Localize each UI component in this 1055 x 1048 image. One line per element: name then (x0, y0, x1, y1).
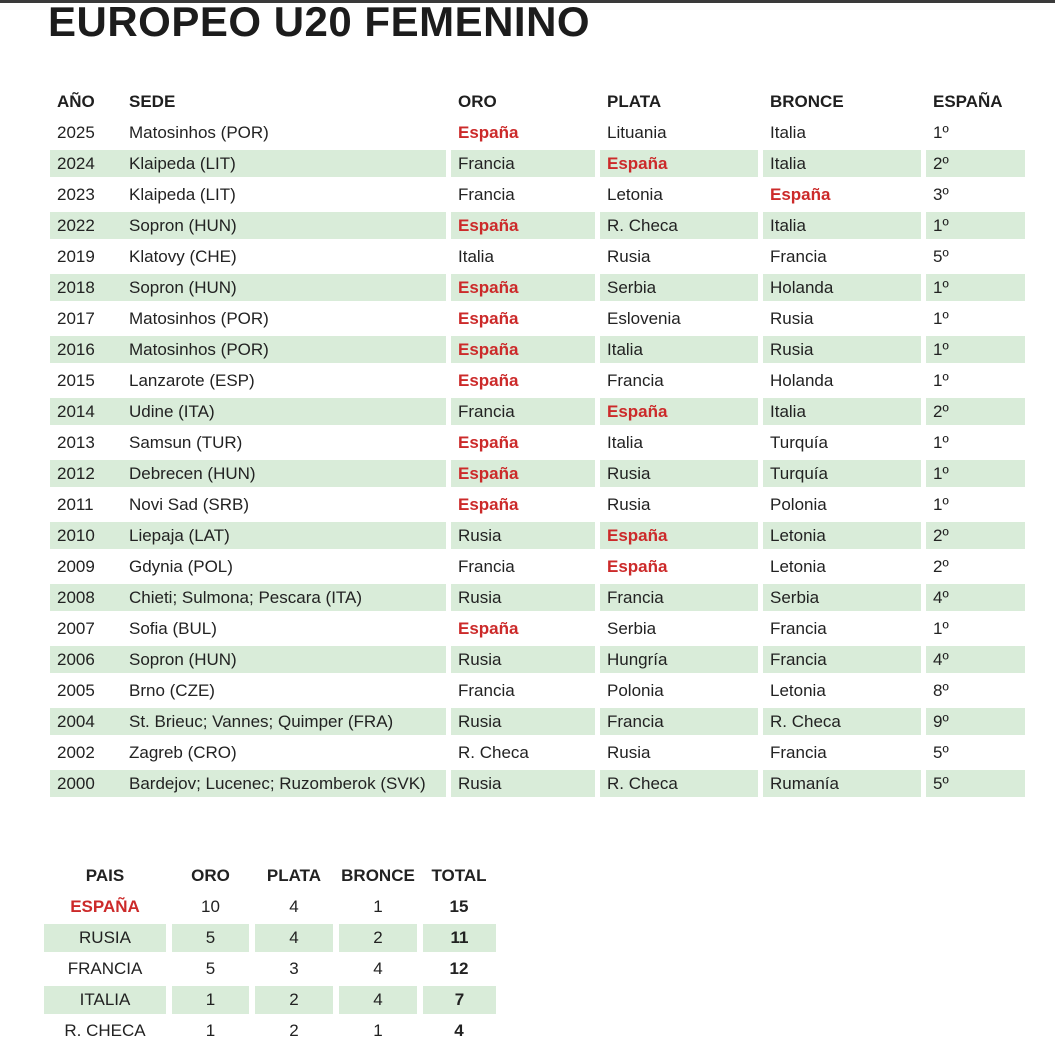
silver-cell: Serbia (607, 619, 657, 638)
bronze-cell: Francia (770, 247, 827, 266)
year-cell: 2007 (57, 619, 95, 638)
header-gold: ORO (458, 92, 497, 111)
venue-cell: Chieti; Sulmona; Pescara (ITA) (122, 584, 446, 611)
gold-cell: España (451, 274, 595, 301)
bronze-count-cell: 4 (373, 959, 383, 978)
bronze-cell: Letonia (763, 522, 921, 549)
gold-cell: Francia (458, 557, 515, 576)
venue-cell: Samsun (TUR) (129, 433, 243, 452)
gold-count-cell: 5 (205, 959, 216, 978)
year-cell: 2016 (50, 336, 122, 363)
year-cell: 2004 (50, 708, 122, 735)
spain-position-cell: 8º (933, 681, 949, 700)
bronze-cell: Rumanía (763, 770, 921, 797)
silver-cell: Rusia (607, 495, 651, 514)
gold-count-cell: 1 (205, 1021, 216, 1040)
bronze-cell: Italia (763, 212, 921, 239)
spain-position-cell: 9º (926, 708, 1025, 735)
venue-cell: St. Brieuc; Vannes; Quimper (FRA) (122, 708, 446, 735)
year-cell: 2017 (57, 309, 95, 328)
spain-position-cell: 1º (926, 460, 1025, 487)
medal-table (44, 860, 496, 1046)
silver-cell: Hungría (600, 646, 758, 673)
venue-cell: Klatovy (CHE) (129, 247, 237, 266)
bronze-cell: Letonia (770, 681, 826, 700)
bronze-count-cell: 1 (373, 1021, 383, 1040)
gold-cell: España (458, 309, 519, 328)
year-cell: 2022 (50, 212, 122, 239)
gold-cell: Rusia (451, 584, 595, 611)
spain-position-cell: 1º (933, 433, 949, 452)
gold-cell: R. Checa (458, 743, 529, 762)
bronze-cell: Letonia (770, 557, 826, 576)
gold-count-cell: 10 (201, 897, 220, 916)
total-cell: 7 (423, 986, 496, 1014)
header-year: AÑO (57, 92, 95, 111)
year-cell: 2002 (57, 743, 95, 762)
silver-count-cell: 4 (289, 897, 299, 916)
bronze-count-cell: 1 (373, 897, 383, 916)
venue-cell: Klaipeda (LIT) (129, 185, 236, 204)
table-row (50, 365, 1025, 396)
bronze-cell: Francia (770, 619, 827, 638)
header-venue: SEDE (129, 92, 176, 111)
header-gold: ORO (191, 866, 230, 885)
spain-position-cell: 5º (933, 247, 949, 266)
silver-count-cell: 2 (289, 1021, 299, 1040)
year-cell: 2006 (50, 646, 122, 673)
spain-position-cell: 3º (933, 185, 949, 204)
gold-cell: España (451, 212, 595, 239)
table-row (44, 1015, 496, 1046)
spain-position-cell: 4º (926, 646, 1025, 673)
spain-position-cell: 1º (933, 123, 949, 142)
silver-count-cell: 2 (255, 986, 333, 1014)
table-row (50, 489, 1025, 520)
silver-cell: Rusia (607, 247, 651, 266)
silver-cell: Lituania (607, 123, 667, 142)
bronze-cell: Francia (763, 646, 921, 673)
header-silver: PLATA (266, 866, 322, 885)
silver-cell: España (600, 150, 758, 177)
silver-cell: Rusia (600, 460, 758, 487)
silver-cell: Francia (607, 371, 664, 390)
venue-cell: Debrecen (HUN) (122, 460, 446, 487)
header-bronze: BRONCE (341, 866, 415, 885)
spain-position-cell: 2º (933, 557, 949, 576)
venue-cell: Klaipeda (LIT) (122, 150, 446, 177)
gold-cell: España (458, 433, 519, 452)
total-cell: 4 (454, 1021, 464, 1040)
table-row (50, 613, 1025, 644)
spain-position-cell: 2º (926, 522, 1025, 549)
table-row (44, 922, 496, 953)
silver-cell: Serbia (600, 274, 758, 301)
table-row (50, 427, 1025, 458)
table-row (50, 737, 1025, 768)
total-cell: 12 (449, 959, 469, 978)
venue-cell: Sofia (BUL) (129, 619, 217, 638)
venue-cell: Udine (ITA) (122, 398, 446, 425)
venue-cell: Zagreb (CRO) (129, 743, 237, 762)
venue-cell: Matosinhos (POR) (129, 123, 269, 142)
header-bronze: BRONCE (770, 92, 844, 111)
silver-cell: Letonia (607, 185, 663, 204)
bronze-cell: R. Checa (763, 708, 921, 735)
bronze-cell: Italia (763, 150, 921, 177)
year-cell: 2013 (57, 433, 95, 452)
year-cell: 2025 (57, 123, 95, 142)
silver-cell: Francia (600, 708, 758, 735)
venue-cell: Lanzarote (ESP) (129, 371, 255, 390)
bronze-count-cell: 2 (339, 924, 417, 952)
venue-cell: Brno (CZE) (129, 681, 215, 700)
spain-position-cell: 4º (926, 584, 1025, 611)
gold-cell: España (458, 495, 519, 514)
silver-cell: Italia (607, 433, 643, 452)
silver-cell: España (607, 557, 668, 576)
spain-position-cell: 1º (933, 371, 949, 390)
venue-cell: Gdynia (POL) (129, 557, 233, 576)
gold-cell: España (458, 619, 519, 638)
gold-cell: Francia (451, 398, 595, 425)
bronze-cell: Rusia (770, 309, 814, 328)
table-row (50, 675, 1025, 706)
country-cell: FRANCIA (67, 959, 143, 978)
country-cell: ESPAÑA (70, 897, 140, 916)
table-row (50, 117, 1025, 148)
venue-cell: Bardejov; Lucenec; Ruzomberok (SVK) (122, 770, 446, 797)
bronze-cell: Holanda (770, 371, 834, 390)
venue-cell: Matosinhos (POR) (129, 309, 269, 328)
silver-cell: Rusia (607, 743, 651, 762)
table-row (50, 179, 1025, 210)
gold-cell: Rusia (451, 770, 595, 797)
year-cell: 2011 (57, 495, 94, 514)
total-cell: 11 (423, 924, 496, 952)
header-silver: PLATA (607, 92, 662, 111)
year-cell: 2000 (50, 770, 122, 797)
gold-cell: Rusia (451, 708, 595, 735)
gold-cell: Rusia (451, 522, 595, 549)
year-cell: 2012 (50, 460, 122, 487)
bronze-cell: Rusia (763, 336, 921, 363)
spain-position-cell: 5º (933, 743, 949, 762)
venue-cell: Sopron (HUN) (122, 646, 446, 673)
table-row (50, 210, 1025, 241)
silver-count-cell: 4 (255, 924, 333, 952)
year-cell: 2015 (57, 371, 95, 390)
gold-count-cell: 5 (172, 924, 249, 952)
table-row (50, 334, 1025, 365)
results-table (50, 86, 1025, 799)
year-cell: 2005 (57, 681, 95, 700)
medal-header-row (44, 860, 496, 891)
bronze-cell: Francia (770, 743, 827, 762)
gold-count-cell: 1 (172, 986, 249, 1014)
venue-cell: Matosinhos (POR) (122, 336, 446, 363)
results-header-row (50, 86, 1025, 117)
silver-cell: Polonia (607, 681, 664, 700)
gold-cell: Francia (458, 185, 515, 204)
table-row (50, 241, 1025, 272)
header-total: TOTAL (431, 866, 487, 885)
table-row (50, 644, 1025, 675)
year-cell: 2018 (50, 274, 122, 301)
silver-cell: Eslovenia (607, 309, 681, 328)
spain-position-cell: 1º (926, 274, 1025, 301)
gold-cell: España (451, 460, 595, 487)
bronze-cell: Italia (770, 123, 806, 142)
gold-cell: España (458, 371, 519, 390)
table-row (50, 458, 1025, 489)
silver-cell: España (600, 398, 758, 425)
venue-cell: Sopron (HUN) (122, 212, 446, 239)
table-row (50, 551, 1025, 582)
country-cell: ITALIA (44, 986, 166, 1014)
spain-position-cell: 1º (926, 212, 1025, 239)
table-row (50, 396, 1025, 427)
header-country: PAIS (85, 866, 125, 885)
year-cell: 2023 (57, 185, 95, 204)
table-row (50, 303, 1025, 334)
year-cell: 2009 (57, 557, 95, 576)
gold-cell: España (458, 123, 519, 142)
silver-cell: España (600, 522, 758, 549)
table-row (44, 891, 496, 922)
table-row (44, 984, 496, 1015)
table-row (50, 768, 1025, 799)
bronze-cell: Polonia (770, 495, 827, 514)
table-row (50, 520, 1025, 551)
spain-position-cell: 1º (933, 495, 949, 514)
table-row (44, 953, 496, 984)
page-title: EUROPEO U20 FEMENINO (48, 0, 591, 45)
bronze-cell: Holanda (763, 274, 921, 301)
total-cell: 15 (449, 897, 469, 916)
year-cell: 2019 (57, 247, 95, 266)
silver-cell: Francia (600, 584, 758, 611)
year-cell: 2010 (50, 522, 122, 549)
venue-cell: Liepaja (LAT) (122, 522, 446, 549)
silver-cell: R. Checa (600, 212, 758, 239)
year-cell: 2024 (50, 150, 122, 177)
gold-cell: Rusia (451, 646, 595, 673)
spain-position-cell: 5º (926, 770, 1025, 797)
spain-position-cell: 2º (926, 398, 1025, 425)
bronze-cell: Serbia (763, 584, 921, 611)
table-row (50, 272, 1025, 303)
country-cell: R. CHECA (64, 1021, 146, 1040)
year-cell: 2014 (50, 398, 122, 425)
gold-cell: Francia (458, 681, 515, 700)
bronze-cell: Turquía (770, 433, 828, 452)
bronze-count-cell: 4 (339, 986, 417, 1014)
silver-count-cell: 3 (289, 959, 299, 978)
bronze-cell: Turquía (763, 460, 921, 487)
spain-position-cell: 1º (933, 309, 949, 328)
year-cell: 2008 (50, 584, 122, 611)
table-row (50, 706, 1025, 737)
gold-cell: Italia (458, 247, 494, 266)
gold-cell: España (451, 336, 595, 363)
spain-position-cell: 2º (926, 150, 1025, 177)
bronze-cell: España (770, 185, 831, 204)
venue-cell: Novi Sad (SRB) (129, 495, 249, 514)
header-spain: ESPAÑA (933, 92, 1003, 111)
spain-position-cell: 1º (933, 619, 949, 638)
table-row (50, 148, 1025, 179)
table-row (50, 582, 1025, 613)
venue-cell: Sopron (HUN) (122, 274, 446, 301)
silver-cell: R. Checa (600, 770, 758, 797)
silver-cell: Italia (600, 336, 758, 363)
spain-position-cell: 1º (926, 336, 1025, 363)
country-cell: RUSIA (44, 924, 166, 952)
gold-cell: Francia (451, 150, 595, 177)
bronze-cell: Italia (763, 398, 921, 425)
